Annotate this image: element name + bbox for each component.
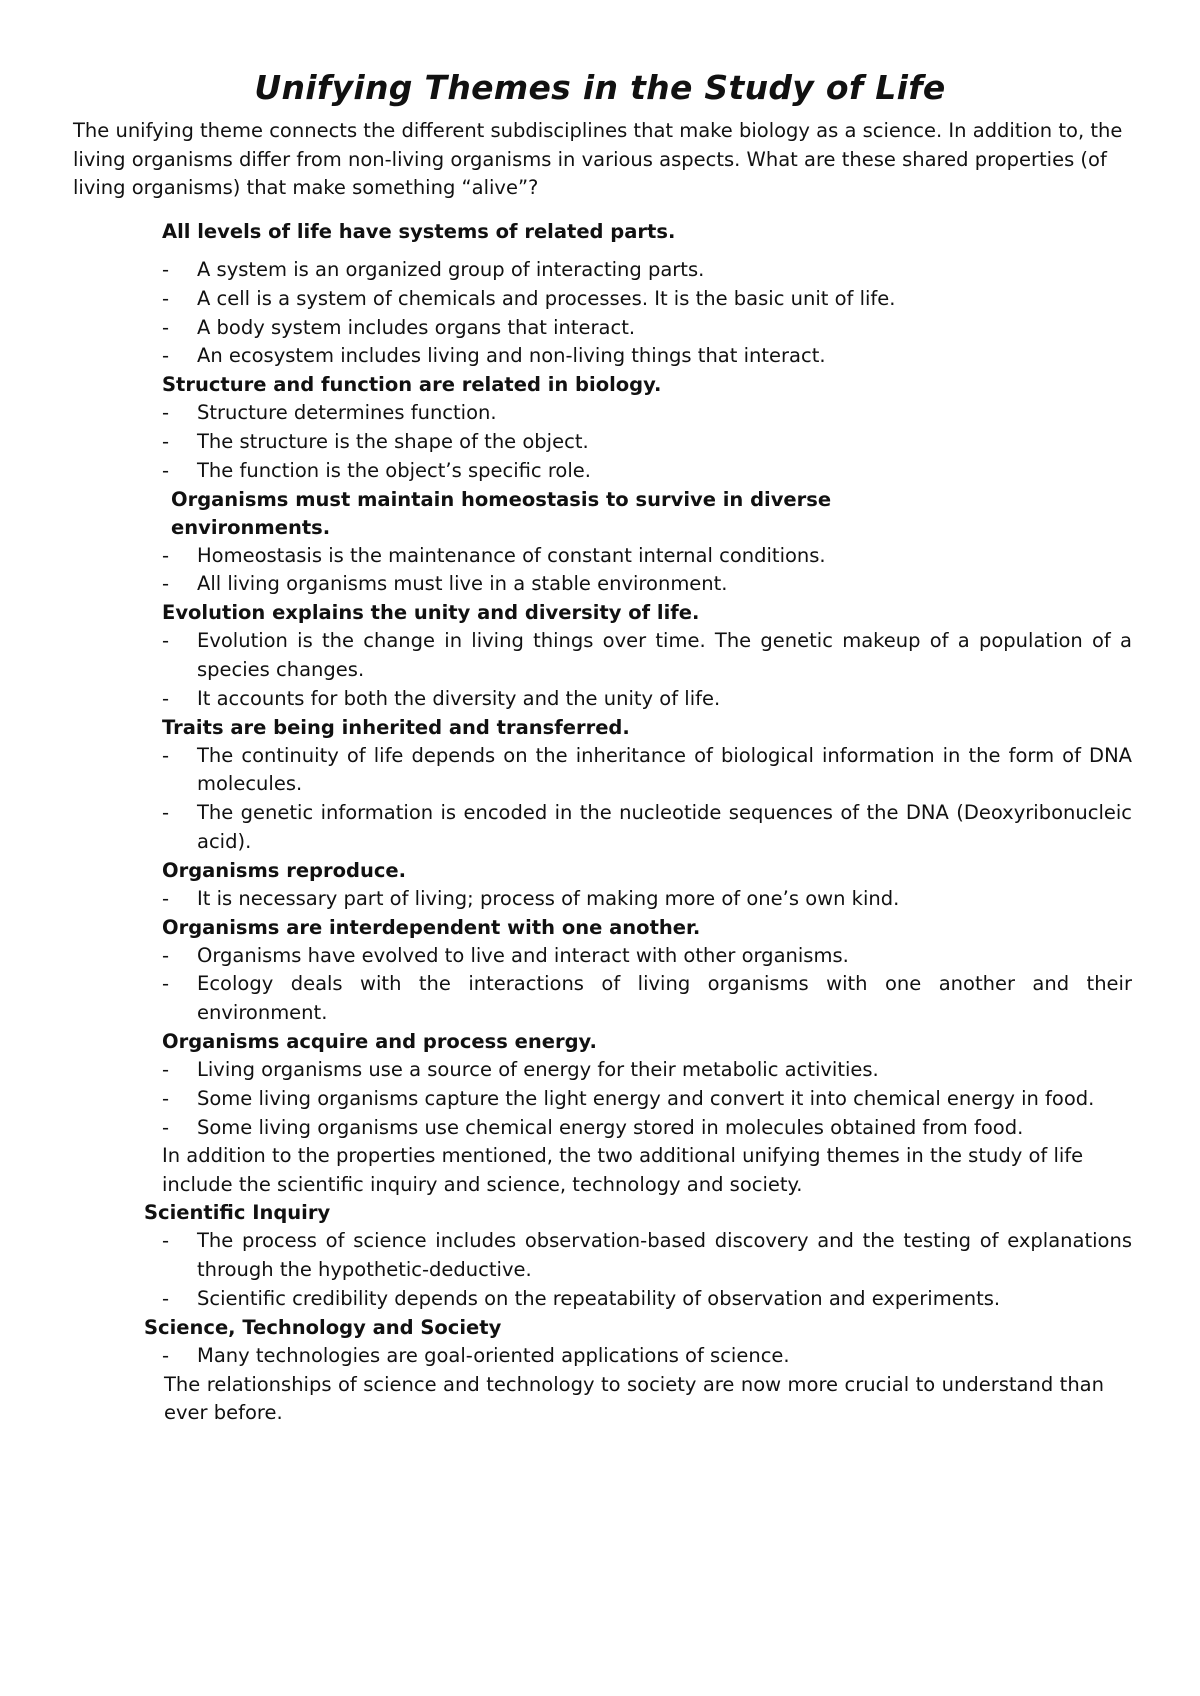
sts-heading: Science, Technology and Society [144,1315,502,1339]
bullet-list [162,542,1132,600]
section-heading: All levels of life have systems of related parts. [162,220,676,243]
bullet-item: - A cell is a system of chemicals and processes. It is the basic unit of life. [162,285,1132,314]
bullet-item: - Living organisms use a source of energy for their metabolic activities. [162,1056,1132,1085]
bullet-list [162,1056,1132,1142]
bullet-item: - The function is the object’s specific role. [162,457,1132,486]
bullet-item: - Scientific credibility depends on the repeatability of observation and experiments. [162,1285,1132,1314]
section-heading: Structure and function are related in biology. [162,373,662,397]
section-heading: Organisms reproduce. [162,858,407,882]
section-heading: Evolution explains the unity and diversity of life. [162,601,700,625]
section-heading: Organisms are interdependent with one another. [162,915,701,939]
bullet-item: - Structure determines function. [162,399,1132,428]
bullet-item: - A body system includes organs that interact. [162,314,1132,343]
section-heading: Organisms acquire and process energy. [162,1029,597,1053]
bullet-item: - It is necessary part of living; process of making more of one’s own kind. [162,885,1132,914]
section-heading: Traits are being inherited and transferred. [162,715,630,739]
bullet-list [162,1227,1132,1313]
bullet-item: - The structure is the shape of the object. [162,428,1132,457]
bullet-item: - It accounts for both the diversity and the unity of life. [162,685,1132,714]
section-heading: Organisms must maintain homeostasis to survive in diverse environments. [171,487,832,539]
bullet-item: - Many technologies are goal-oriented applications of science. [162,1342,1132,1371]
intro-paragraph: The unifying theme connects the different subdisciplines that make biology as a science. In addition to, the living organisms differ from non-living organisms in various aspects. What are these shared properties (of living organisms) that make something “alive”? [73,119,1123,199]
bullet-item: - Evolution is the change in living things over time. The genetic makeup of a population of a species changes. [162,627,1132,685]
bullet-item: - Some living organisms use chemical energy stored in molecules obtained from food. [162,1114,1132,1143]
bullet-item: - The process of science includes observation-based discovery and the testing of explanations through the hypothetic-deductive. [162,1227,1132,1285]
bullet-list [162,942,1132,1028]
document-body [144,218,1132,1428]
bullet-item: - Ecology deals with the interactions of living organisms with one another and their environment. [162,970,1132,1028]
bullet-item: - Some living organisms capture the light energy and convert it into chemical energy in food. [162,1085,1132,1114]
bullet-item: - An ecosystem includes living and non-living things that interact. [162,342,1132,371]
bullet-list [162,742,1132,857]
bullet-item: - Homeostasis is the maintenance of constant internal conditions. [162,542,1132,571]
bullet-item: - A system is an organized group of interacting parts. [162,256,1132,285]
bullet-list [162,399,1132,485]
bullet-item: - The genetic information is encoded in the nucleotide sequences of the DNA (Deoxyribonucleic acid). [162,799,1132,857]
page-title: Unifying Themes in the Study of Life [254,68,946,107]
scientific-inquiry-heading: Scientific Inquiry [144,1201,331,1225]
additional-themes-paragraph: In addition to the properties mentioned, the two additional unifying themes in the study of life include the scientific inquiry and science, technology and society. [162,1144,1084,1196]
bullet-list [162,256,1132,371]
bullet-item: - Organisms have evolved to live and interact with other organisms. [162,942,1132,971]
bullet-item: - All living organisms must live in a stable environment. [162,570,1132,599]
bullet-list [162,885,1132,914]
bullet-item: - The continuity of life depends on the inheritance of biological information in the form of DNA molecules. [162,742,1132,800]
bullet-list [162,1342,1132,1371]
bullet-list [162,627,1132,713]
closing-paragraph: The relationships of science and technology to society are now more crucial to understand than ever before. [164,1372,1104,1425]
